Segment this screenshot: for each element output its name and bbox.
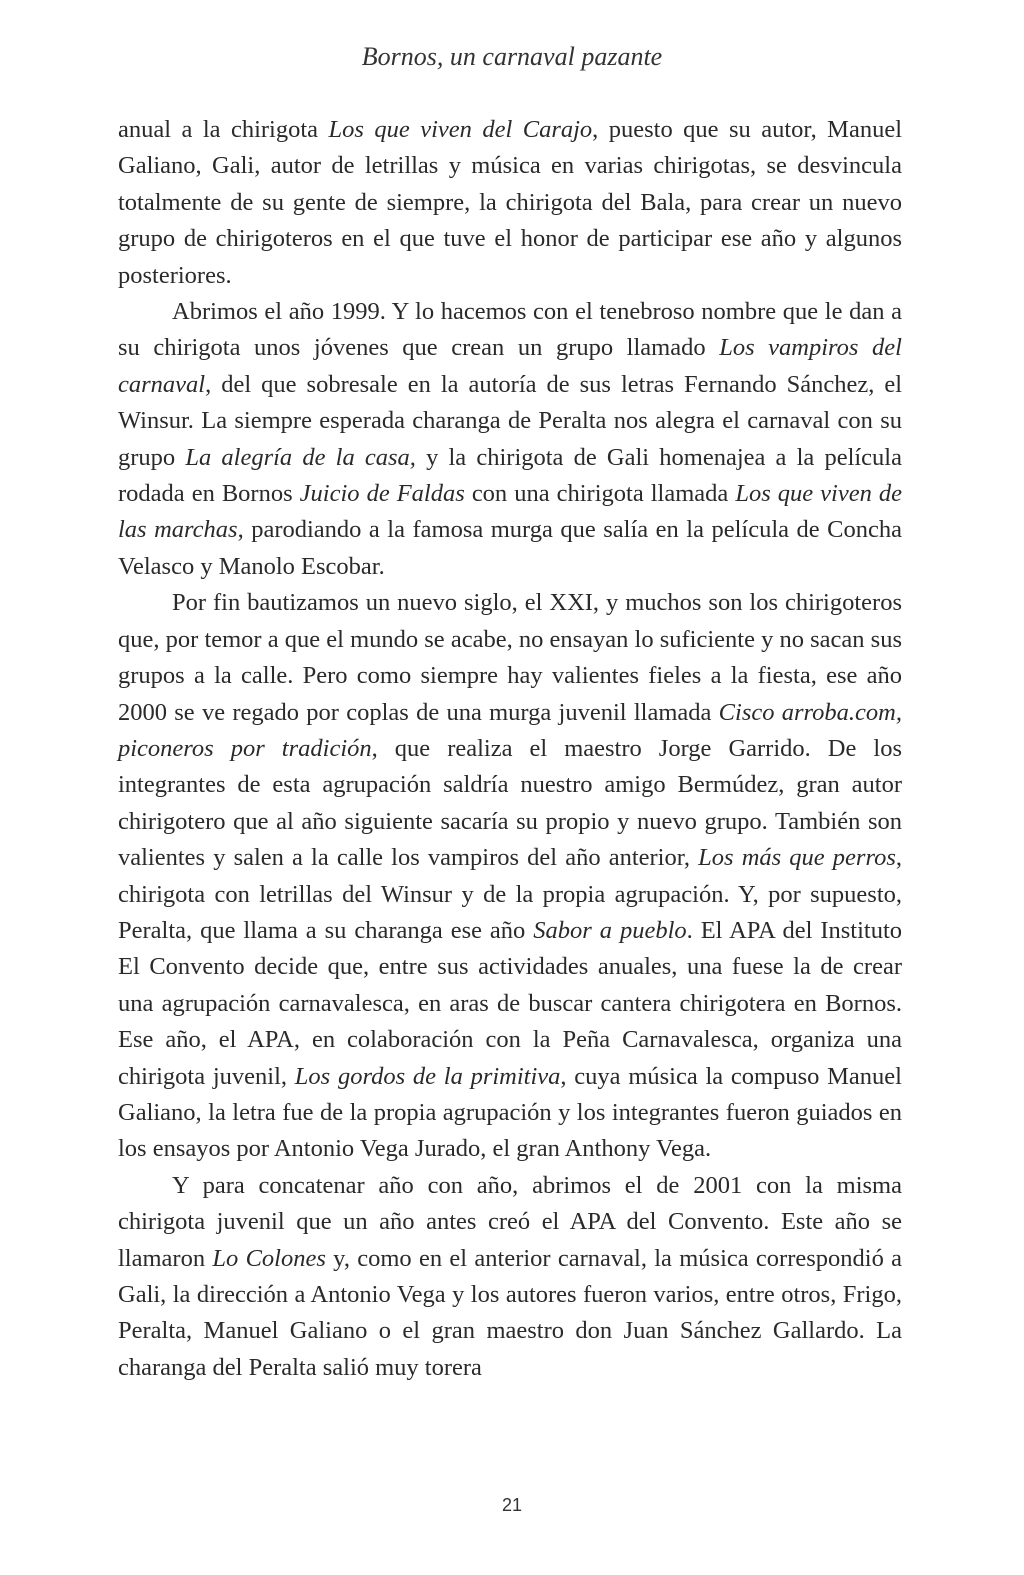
italic-title: Los que viven de las marchas bbox=[118, 480, 902, 544]
italic-title: Los que viven del Carajo bbox=[328, 116, 593, 143]
text-run: y, como en el anterior carnaval, la música correspondió a Gali, la dirección a Antonio Vega y los autores fueron varios, entre otros, Frigo, Peralta, Manuel Galiano o el gran maestro don Juan Sánchez Gallardo. La charanga del Peralta salió muy torera bbox=[118, 1244, 903, 1381]
italic-title: Lo Colones bbox=[212, 1244, 326, 1272]
paragraph bbox=[118, 294, 902, 585]
text-run: Abrimos el año 1999. Y lo hacemos con el tenebroso nombre que le dan a su chirigota unos jóvenes que crean un grupo llamado bbox=[118, 298, 902, 362]
italic-title: Sabor a pueblo bbox=[533, 916, 687, 944]
text-run: Por fin bautizamos un nuevo siglo, el XXI, y muchos son los chirigoteros que, por temor a que el mundo se acabe, no ensayan lo suficiente y no sacan sus grupos a la calle. Pero como siempre hay valientes fieles a la fiesta, ese año 2000 se ve regado por coplas de una murga juvenil llamada bbox=[118, 589, 902, 726]
italic-title: La alegría de la casa, bbox=[185, 443, 416, 471]
italic-title: Juicio de Faldas bbox=[299, 480, 465, 508]
page-number: 21 bbox=[501, 1495, 523, 1515]
body-text bbox=[118, 112, 902, 1386]
text-run: anual a la chirigota bbox=[118, 116, 329, 143]
text-run: , puesto que su autor, Manuel Galiano, Gali, autor de letrillas y música en varias chirigotas, se desvincula totalmente de su gente de siempre, la chirigota del Bala, para crear un nuevo grupo de chirigoteros en el que tuve el honor de participar ese año y algunos posteriores. bbox=[118, 116, 902, 289]
text-run: , chirigota con letrillas del Winsur y de la propia agrupación. Y, por supuesto, Peralta, que llama a su charanga ese año bbox=[118, 844, 902, 944]
text-run: , del que sobresale en la autoría de sus letras Fernando Sánchez, el Winsur. La siempre esperada charanga de Peralta nos alegra el carnaval con su grupo bbox=[118, 370, 902, 471]
text-run: Y para concatenar año con año, abrimos el de 2001 con la misma chirigota juvenil que un año antes creó el APA del Convento. Este año se llamaron bbox=[118, 1171, 902, 1272]
paragraph bbox=[118, 112, 902, 294]
italic-title: Los más que perros bbox=[698, 844, 896, 872]
italic-title: Cisco arroba.com, piconeros por tradición bbox=[118, 698, 902, 762]
running-header: Bornos, un carnaval pazante bbox=[361, 42, 663, 71]
italic-title: Los vampiros del carnaval bbox=[118, 334, 902, 398]
text-run: con una chirigota llamada bbox=[464, 480, 736, 508]
text-run: , que realiza el maestro Jorge Garrido. De los integrantes de esta agrupación saldría nuestro amigo Bermúdez, gran autor chirigotero que al año siguiente sacaría su propio y nuevo grupo. También son valientes y salen a la calle los vampiros del año anterior, bbox=[118, 734, 902, 872]
text-run: , cuya música la compuso Manuel Galiano, la letra fue de la propia agrupación y los integrantes fueron guiados en los ensayos por Antonio Vega Jurado, el gran Anthony Vega. bbox=[118, 1062, 902, 1163]
text-run: . El APA del Instituto El Convento decide que, entre sus actividades anuales, una fuese la de crear una agrupación carnavalesca, en aras de buscar cantera chirigotera en Bornos. Ese año, el APA, en colaboración con la Peña Carnavalesca, organiza una chirigota juvenil, bbox=[118, 916, 902, 1090]
italic-title: Los gordos de la primitiva bbox=[294, 1062, 561, 1090]
paragraph bbox=[118, 1168, 902, 1386]
text-run: , parodiando a la famosa murga que salía en la película de Concha Velasco y Manolo Escobar. bbox=[118, 516, 902, 580]
text-run: y la chirigota de Gali homenajea a la película rodada en Bornos bbox=[118, 443, 902, 508]
paragraph bbox=[118, 585, 902, 1168]
